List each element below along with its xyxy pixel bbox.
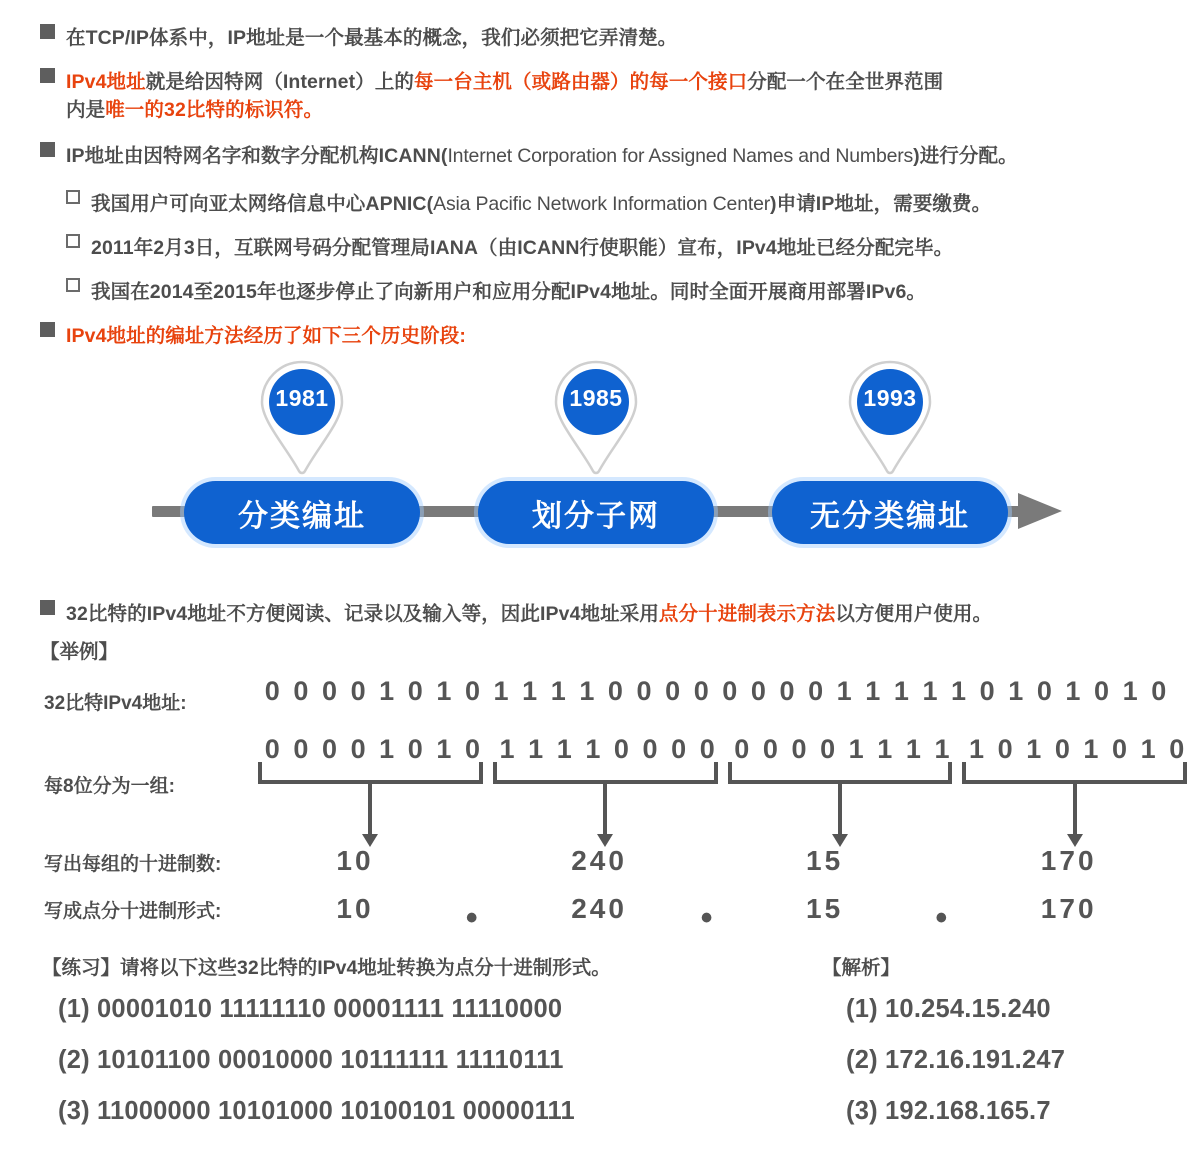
exercise-answer-0: (1) 10.254.15.240	[846, 995, 1051, 1023]
timeline-pin-1	[550, 359, 642, 475]
binary-digit: 1	[1140, 734, 1156, 764]
binary-digit: 1	[922, 676, 938, 706]
binary-digit: 1	[493, 676, 509, 706]
binary-digit: 0	[779, 676, 795, 706]
ipv4-keyword: IPv4地址	[66, 71, 146, 93]
icann-seg-c: )进行分配。	[913, 145, 1018, 167]
hollow-square-bullet-icon	[66, 234, 80, 248]
timeline-stage-2-label: 无分类编址	[810, 499, 970, 533]
decimal-value-2: 15	[806, 845, 844, 876]
dot-separator-1: •	[700, 899, 713, 937]
binary-digit: 1	[379, 676, 395, 706]
binary-digit: 0	[264, 676, 280, 706]
timeline-arrow-icon	[1018, 493, 1062, 529]
exercise-answer-1: (2) 172.16.191.247	[846, 1046, 1066, 1074]
binary-digit: 0	[464, 676, 480, 706]
sub-bullet-1-text	[91, 190, 991, 218]
intro-seg-c: 以方便用户使用。	[835, 603, 993, 625]
bullet-2-highlight-2: 唯一的32比特的标识符。	[105, 99, 324, 122]
binary-digit: 0	[671, 734, 687, 764]
label-32bit-address: 32比特IPv4地址:	[44, 693, 187, 714]
binary-digit: 1	[436, 676, 452, 706]
binary-digit: 1	[848, 734, 864, 764]
binary-digit: 1	[836, 676, 852, 706]
binary-digit: 1	[865, 676, 881, 706]
group-brackets	[0, 762, 1199, 852]
sub-bullet-1	[66, 190, 1176, 218]
group-arrow-icon	[368, 784, 372, 834]
group-bracket	[258, 762, 483, 784]
binary-digit: 1	[585, 734, 601, 764]
timeline-stage-0[interactable]	[184, 481, 420, 544]
dot-separator-2: •	[935, 899, 948, 937]
timeline-stage-1[interactable]	[478, 481, 714, 544]
binary-digit: 1	[556, 734, 572, 764]
binary-digit: 1	[893, 676, 909, 706]
bullet-line-5	[40, 600, 1180, 628]
binary-digit: 0	[808, 676, 824, 706]
label-group-by-8: 每8位分为一组:	[44, 776, 175, 797]
binary-digit: 0	[997, 734, 1013, 764]
binary-digit: 0	[636, 676, 652, 706]
sub-bullet-3	[66, 278, 1176, 306]
group-bracket	[728, 762, 953, 784]
bullet-line-2-text	[66, 68, 943, 125]
exercise-title: 【练习】请将以下这些32比特的IPv4地址转换为点分十进制形式。	[42, 957, 611, 979]
timeline-stage-0-label: 分类编址	[238, 499, 366, 533]
example-tag: 【举例】	[40, 641, 119, 663]
binary-digit: 0	[264, 734, 280, 764]
decimal-value-1: 240	[571, 845, 627, 876]
bullet-line-3	[40, 142, 1180, 170]
icann-expansion: Internet Corporation for Assigned Names and Numbers	[447, 145, 914, 167]
dotted-decimal-keyword: 点分十进制表示方法	[658, 603, 836, 625]
binary-digit: 0	[734, 734, 750, 764]
binary-digit: 1	[905, 734, 921, 764]
binary-digit: 0	[350, 676, 366, 706]
bullet-line-5-text	[66, 600, 992, 628]
dotted-value-2: 15	[806, 893, 844, 924]
bullet-line-2	[40, 68, 1180, 125]
decimal-value-3: 170	[1040, 845, 1097, 876]
bullet-line-3-text	[66, 142, 1018, 170]
timeline-stage-1-label: 划分子网	[532, 499, 660, 533]
binary-digit: 0	[750, 676, 766, 706]
bullet-2-seg-e: 内是	[66, 99, 106, 122]
binary-digit: 1	[969, 734, 985, 764]
label-dotted-form: 写成点分十进制形式:	[44, 901, 222, 922]
apnic-expansion: Asia Pacific Network Information Center	[433, 193, 771, 215]
binary-digit: 0	[613, 734, 629, 764]
timeline-stage-2[interactable]	[772, 481, 1008, 544]
binary-digit: 0	[607, 676, 623, 706]
binary-digit: 0	[321, 676, 337, 706]
dot-separator-0: •	[465, 899, 478, 937]
binary-digit: 1	[951, 676, 967, 706]
binary-digit: 0	[665, 676, 681, 706]
binary-row-top	[258, 676, 1173, 707]
hollow-square-bullet-icon	[66, 190, 80, 204]
dotted-value-3: 170	[1040, 893, 1097, 924]
icann-seg-a: IP地址由因特网名字和数字分配机构ICANN(	[66, 145, 448, 167]
bullet-line-1	[40, 24, 1170, 52]
group-arrow-icon	[1073, 784, 1077, 834]
binary-digit: 0	[699, 734, 715, 764]
binary-digit: 1	[379, 734, 395, 764]
group-bracket	[493, 762, 718, 784]
timeline-pin-2-year: 1993	[863, 385, 917, 411]
intro-seg-a: 32比特的IPv4地址不方便阅读、记录以及输入等，因此IPv4地址采用	[66, 603, 659, 625]
sub-bullet-2	[66, 234, 1176, 262]
binary-digit: 0	[722, 676, 738, 706]
dotted-value-1: 240	[571, 893, 627, 924]
bullet-2-seg-b: 就是给因特网（Internet）上的	[145, 71, 415, 93]
square-bullet-icon	[40, 322, 55, 337]
binary-digit: 1	[934, 734, 950, 764]
map-pin-icon	[550, 359, 642, 475]
map-pin-icon	[256, 359, 348, 475]
binary-digit: 0	[642, 734, 658, 764]
bullet-2-highlight: 每一台主机（或路由器）的每一个接口	[414, 71, 748, 93]
binary-digit: 1	[528, 734, 544, 764]
decimal-value-0: 10	[336, 845, 374, 876]
group-bracket	[962, 762, 1187, 784]
binary-digit: 0	[464, 734, 480, 764]
binary-digit: 1	[877, 734, 893, 764]
bullet-line-4	[40, 322, 1150, 350]
binary-digit: 0	[293, 676, 309, 706]
apnic-seg-a: 我国用户可向亚太网络信息中心APNIC(	[91, 193, 434, 215]
timeline-pin-1-year: 1985	[569, 385, 623, 411]
timeline-pin-0-year: 1981	[275, 385, 329, 411]
binary-digit: 0	[1112, 734, 1128, 764]
binary-digit: 1	[579, 676, 595, 706]
binary-digit: 0	[293, 734, 309, 764]
sub-bullet-3-text: 我国在2014至2015年也逐步停止了向新用户和应用分配IPv4地址。同时全面开展商用部署IPv6。	[91, 281, 926, 303]
square-bullet-icon	[40, 600, 55, 615]
binary-digit: 1	[1122, 676, 1138, 706]
binary-digit: 1	[499, 734, 515, 764]
binary-digit: 0	[979, 676, 995, 706]
binary-digit: 0	[350, 734, 366, 764]
binary-row-grouped	[258, 734, 1191, 765]
label-decimal: 写出每组的十进制数:	[44, 854, 222, 875]
binary-digit: 0	[791, 734, 807, 764]
binary-digit: 0	[762, 734, 778, 764]
binary-digit: 1	[436, 734, 452, 764]
bullet-line-4-text: IPv4地址的编址方法经历了如下三个历史阶段:	[66, 325, 466, 347]
exercise-question-1: (2) 10101100 00010000 10111111 11110111	[58, 1046, 564, 1074]
binary-digit: 0	[407, 734, 423, 764]
exercise-question-2: (3) 11000000 10101000 10100101 00000111	[58, 1097, 575, 1125]
binary-digit: 0	[1169, 734, 1185, 764]
binary-digit: 0	[321, 734, 337, 764]
binary-digit: 0	[820, 734, 836, 764]
binary-digit: 0	[407, 676, 423, 706]
binary-digit: 1	[550, 676, 566, 706]
binary-digit: 0	[1036, 676, 1052, 706]
binary-digit: 1	[522, 676, 538, 706]
bullet-line-1-text: 在TCP/IP体系中，IP地址是一个最基本的概念，我们必须把它弄清楚。	[66, 27, 678, 49]
binary-digit: 0	[1151, 676, 1167, 706]
binary-digit: 1	[1065, 676, 1081, 706]
square-bullet-icon	[40, 68, 55, 83]
exercise-question-0: (1) 00001010 11111110 00001111 11110000	[58, 995, 563, 1023]
bullet-2-seg-d: 分配一个在全世界范围	[747, 71, 944, 93]
binary-digit: 1	[1083, 734, 1099, 764]
square-bullet-icon	[40, 142, 55, 157]
binary-digit: 1	[1026, 734, 1042, 764]
square-bullet-icon	[40, 24, 55, 39]
apnic-seg-c: )申请IP地址，需要缴费。	[770, 193, 992, 215]
binary-digit: 0	[1094, 676, 1110, 706]
binary-digit: 1	[1008, 676, 1024, 706]
sub-bullet-2-text: 2011年2月3日，互联网号码分配管理局IANA（由ICANN行使职能）宣布，IPv4地址已经分配完毕。	[91, 237, 954, 259]
dotted-value-0: 10	[336, 893, 374, 924]
binary-digit: 0	[1054, 734, 1070, 764]
timeline-pin-2	[844, 359, 936, 475]
timeline-pin-0	[256, 359, 348, 475]
answer-title: 【解析】	[822, 957, 901, 979]
exercise-answer-2: (3) 192.168.165.7	[846, 1097, 1051, 1125]
group-arrow-icon	[603, 784, 607, 834]
group-arrow-icon	[838, 784, 842, 834]
map-pin-icon	[844, 359, 936, 475]
binary-digit: 0	[693, 676, 709, 706]
hollow-square-bullet-icon	[66, 278, 80, 292]
